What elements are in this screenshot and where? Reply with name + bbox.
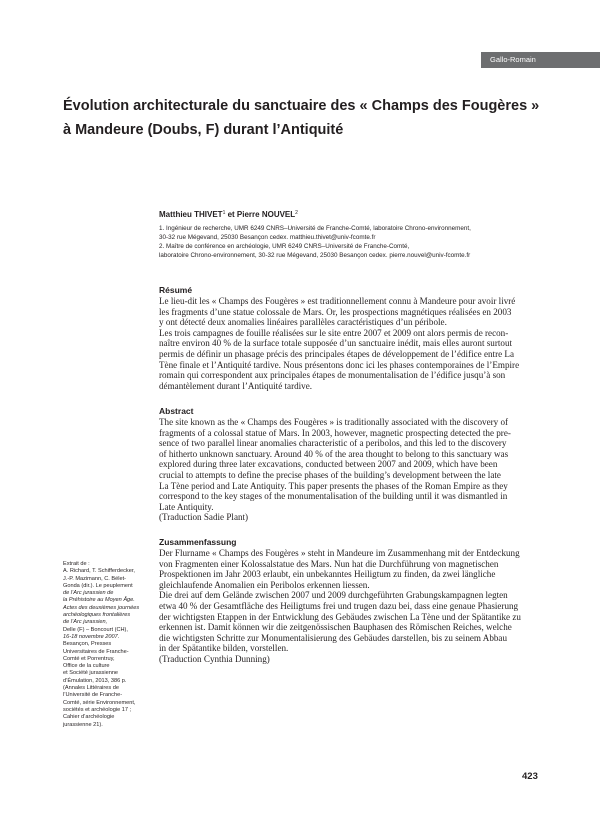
sidenote-line: Besançon, Presses xyxy=(63,641,112,648)
zusammenfassung-line: (Traduction Cynthia Dunning) xyxy=(159,653,270,664)
abstract-line: (Traduction Sadie Plant) xyxy=(159,512,249,523)
sidenote-line: Comté et Porrentruy, xyxy=(63,655,115,662)
sidenote-line: la Préhistoire au Moyen Âge. xyxy=(63,597,135,604)
abstract-line: correspond to the key stages of the monumentalisation of the building until it was dismantled in xyxy=(159,491,508,502)
author-2: Pierre NOUVEL xyxy=(236,210,296,219)
author-1-note: 1 xyxy=(222,210,226,216)
sidenote-line: (Annales Littéraires de xyxy=(63,685,119,692)
zusammenfassung-line: der wichtigsten Etappen in der Entwicklung des Gebäudes zwischen La Tène und der Spätantike zu xyxy=(159,611,521,622)
zusammenfassung-line: Die drei auf dem Gelände zwischen 2007 und 2009 durchgeführten Grabungskampagnen legten xyxy=(159,590,508,601)
title-line-2: à Mandeure (Doubs, F) durant l’Antiquité xyxy=(63,122,344,138)
page-number: 423 xyxy=(522,771,538,782)
zusammenfassung-line: Der Flurname « Champs des Fougères » steht in Mandeure im Zusammenhang mit der Entdeckung xyxy=(159,548,520,558)
sidenote-line: d’Émulation, 2013, 386 p. xyxy=(63,677,127,684)
sidenote-line: Gonda (dir.). Le peuplement xyxy=(63,582,133,589)
zusammenfassung-line: etwa 40 % der Gesamtfläche des Heiligtums frei und trugen dazu bei, dass eine genaue Phasierung xyxy=(159,600,519,611)
sidenote-line: A. Richard, T. Schifferdecker, xyxy=(63,568,135,575)
title-line-1: Évolution architecturale du sanctuaire des « Champs des Fougères » xyxy=(63,98,540,114)
sidenote-line: archéologiques frontalières xyxy=(63,612,131,619)
abstract-heading: Abstract xyxy=(159,406,194,416)
citation-sidenote xyxy=(63,561,153,729)
zusammenfassung-line: Prospektionen im Jahr 2003 erlaubt, ein unbekanntes Heiligtum zu finden, da zwei längliche xyxy=(159,569,496,580)
abstract-line: crucial to attempts to define the precise phases of the building’s development between the late xyxy=(159,469,501,480)
zusammenfassung-line: in der Spätantike bilden, vorstellen. xyxy=(159,643,289,654)
resume-line: y ont détecté deux anomalies linéaires parallèles caractéristiques d’un péribole. xyxy=(159,317,447,328)
author-1: Matthieu THIVET xyxy=(159,210,223,219)
affiliation-2 xyxy=(159,242,569,260)
zusammenfassung-line: erkennen ist. Damit können wir die zeitgenössischen Bauphasen des Römischen Reiches, welche xyxy=(159,622,512,633)
resume-line: romain qui correspondent aux principales étapes de monumentalisation de l’édifice jusqu’à son xyxy=(159,370,506,381)
zusammenfassung-line: gleichlaufende Anomalien ein Peribolos erkennen liessen. xyxy=(159,579,370,590)
author-2-note: 2 xyxy=(295,210,298,216)
sidenote-line: de l’Arc jurassien de xyxy=(63,590,114,597)
sidenote-line: J.-P. Mazimann, C. Bélet- xyxy=(63,575,127,582)
article-title xyxy=(63,94,563,142)
resume-line: naître environ 40 % de la surface totale supposée d’un sanctuaire inédit, mais elles auront surtout xyxy=(159,338,513,349)
affiliation-line: laboratoire Chrono-environnement, 30-32 rue Mégevand, 25030 Besançon cedex. pierre.nouvel@univ-fcomte.fr xyxy=(159,252,471,259)
section-tag: Gallo-Romain xyxy=(481,52,600,68)
author-line xyxy=(159,210,298,219)
sidenote-line: Cahier d’archéologie xyxy=(63,714,115,721)
sidenote-line: Office de la culture xyxy=(63,663,110,670)
zusammenfassung-line: von Fragmenten einer Kolossalstatue des Mars. Nun hat die Durchführung von magnetischen xyxy=(159,558,499,569)
sidenote-line: 16-18 novembre 2007. xyxy=(63,633,120,640)
sidenote-line: Comté, série Environnement, xyxy=(63,699,136,706)
sidenote-line: Extrait de : xyxy=(63,561,90,567)
abstract-line: of hitherto unknown sanctuary. Around 40 % of the area thought to belong to this sanctuary was xyxy=(159,448,509,459)
affiliation-1 xyxy=(159,224,569,242)
abstract-line: sence of two parallel linear anomalies characteristic of a peribolos, and this led to the discovery xyxy=(159,438,507,449)
sidenote-line: sociétés et archéologie 17 ; xyxy=(63,706,132,713)
sidenote-line: jurassienne 21). xyxy=(63,721,103,728)
affiliation-line: 1. Ingénieur de recherche, UMR 6249 CNRS–Université de Franche-Comté, laboratoire Chrono-environnement, xyxy=(159,225,471,232)
resume-line: Le lieu-dit les « Champs des Fougères » est traditionnellement connu à Mandeure pour avoir livré xyxy=(159,296,516,306)
resume-line: les fragments d’une statue colossale de Mars. Or, les prospections magnétiques réalisées en 2003 xyxy=(159,306,512,317)
resume-line: Les trois campagnes de fouille réalisées sur le site entre 2007 et 2009 ont alors permis de recon- xyxy=(159,327,509,338)
abstract-body xyxy=(159,417,569,523)
author-joiner: et xyxy=(225,210,237,219)
affiliation-line: 2. Maître de conférence en archéologie, UMR 6249 CNRS–Université de Franche-Comté, xyxy=(159,243,410,250)
sidenote-line: de l’Arc jurassien, xyxy=(63,619,108,626)
resume-line: permis de définir un phasage précis des principales étapes de développement de l’édifice entre La xyxy=(159,348,515,359)
sidenote-line: l’Université de Franche- xyxy=(63,692,123,699)
zusammenfassung-line: die wichtigsten Schritte zur Monumentalisierung des Gebäudes darstellen, bis zu seinem Abbau xyxy=(159,632,508,643)
zusammenfassung-body xyxy=(159,548,569,665)
zusammenfassung-heading: Zusammenfassung xyxy=(159,537,237,547)
affiliation-line: 30-32 rue Mégevand, 25030 Besançon cedex. matthieu.thivet@univ-fcomte.fr xyxy=(159,234,376,241)
sidenote-line: Universitaires de Franche- xyxy=(63,648,129,655)
sidenote-line: Delle (F) – Boncourt (CH), xyxy=(63,626,128,633)
abstract-line: fragments of a colossal statue of Mars. In 2003, however, magnetic prospecting detected the pre- xyxy=(159,427,511,438)
resume-line: Tène finale et l’Antiquité tardive. Nous présentons donc ici les phases contemporaines de l’Empire xyxy=(159,359,520,370)
resume-line: démantèlement durant l’Antiquité tardive. xyxy=(159,380,313,391)
sidenote-line: et Société jurassienne xyxy=(63,670,119,677)
abstract-line: The site known as the « Champs des Fougères » is traditionally associated with the discovery of xyxy=(159,417,509,427)
sidenote-line: Actes des deuxièmes journées xyxy=(63,604,140,611)
abstract-line: La Tène period and Late Antiquity. This paper presents the phases of the Roman Empire as they xyxy=(159,480,508,491)
resume-body xyxy=(159,296,569,391)
abstract-line: explored during three later excavations, conducted between 2007 and 2009, which have been xyxy=(159,459,498,470)
resume-heading: Résumé xyxy=(159,285,193,295)
abstract-line: Late Antiquity. xyxy=(159,501,214,512)
